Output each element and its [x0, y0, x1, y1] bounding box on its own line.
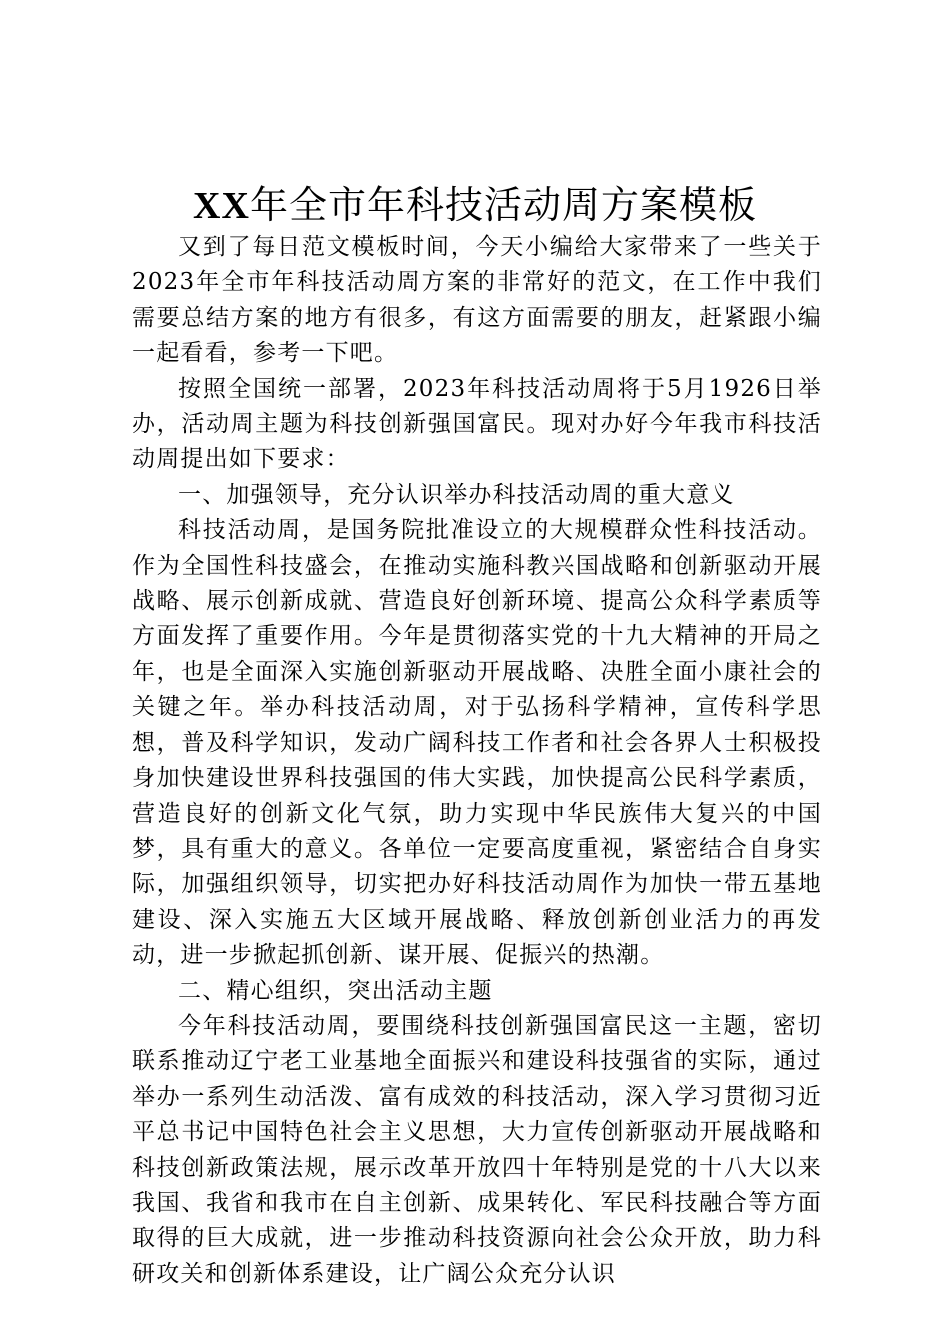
paragraph-intro: 又到了每日范文模板时间，今天小编给大家带来了一些关于2023年全市年科技活动周方案的非常好的范文，在工作中我们需要总结方案的地方有很多，有这方面需要的朋友，赶紧跟小编一起看看，参考一下吧。: [132, 234, 822, 367]
title-text: 年全市年科技活动周方案模板: [249, 183, 757, 227]
document-body: [132, 230, 822, 1292]
title-prefix: XX: [193, 185, 250, 227]
paragraph-schedule: 按照全国统一部署，2023年科技活动周将于5月1926日举办，活动周主题为科技创新强国富民。现对办好今年我市科技活动周提出如下要求：: [132, 375, 822, 473]
section-heading-2: 二、精心组织，突出活动主题: [178, 977, 493, 1004]
paragraph-significance: 科技活动周，是国务院批准设立的大规模群众性科技活动。作为全国性科技盛会，在推动实施科教兴国战略和创新驱动开展战略、展示创新成就、营造良好创新环境、提高公众科学素质等方面发挥了重要作用。今年是贯彻落实党的十九大精神的开局之年，也是全面深入实施创新驱动开展战略、决胜全面小康社会的关键之年。举办科技活动周，对于弘扬科学精神，宣传科学思想，普及科学知识，发动广阔科技工作者和社会各界人士积极投身加快建设世界科技强国的伟大实践，加快提高公民科学素质，营造良好的创新文化气氛，助力实现中华民族伟大复兴的中国梦，具有重大的意义。各单位一定要高度重视，紧密结合自身实际，加强组织领导，切实把办好科技活动周作为加快一带五基地建设、深入实施五大区域开展战略、释放创新创业活力的再发动，进一步掀起抓创新、谋开展、促振兴的热潮。: [132, 517, 822, 969]
document-title: [0, 178, 950, 233]
section-heading-1: 一、加强领导，充分认识举办科技活动周的重大意义: [178, 481, 735, 508]
paragraph-theme: 今年科技活动周，要围绕科技创新强国富民这一主题，密切联系推动辽宁老工业基地全面振兴和建设科技强省的实际，通过举办一系列生动活泼、富有成效的科技活动，深入学习贯彻习近平总书记中国特色社会主义思想，大力宣传创新驱动开展战略和科技创新政策法规，展示改革开放四十年特别是党的十八大以来我国、我省和我市在自主创新、成果转化、军民科技融合等方面取得的巨大成就，进一步推动科技资源向社会公众开放，助力科研攻关和创新体系建设，让广阔公众充分认识: [132, 1012, 822, 1287]
